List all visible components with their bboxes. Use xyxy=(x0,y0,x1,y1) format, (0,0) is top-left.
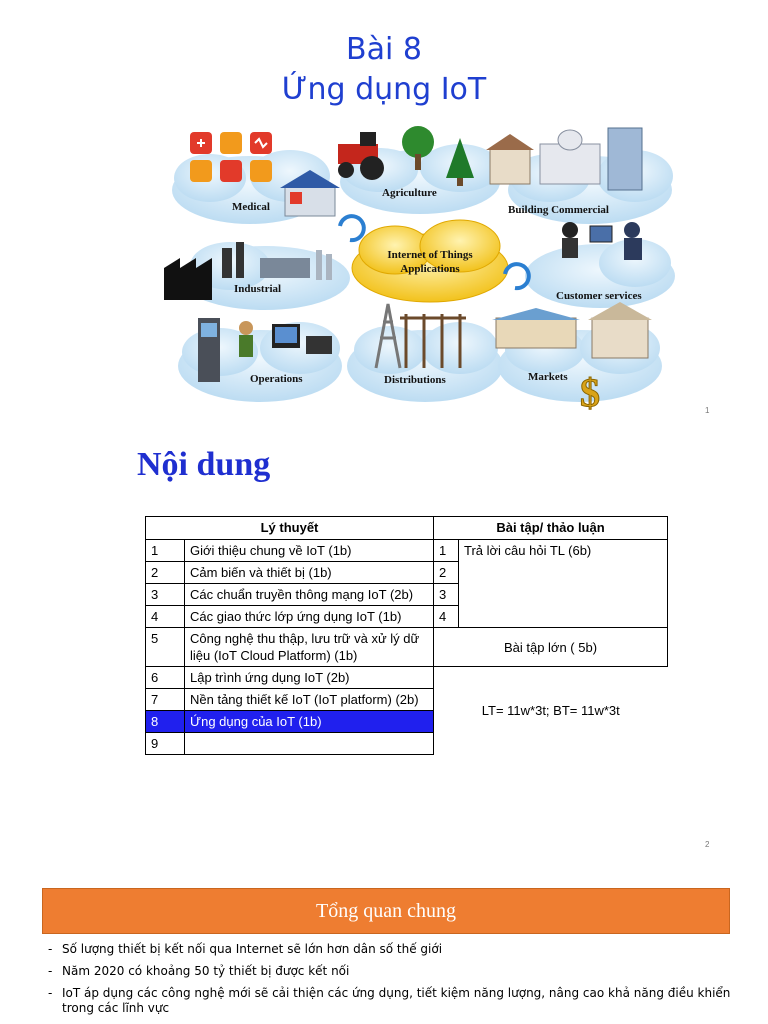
label-markets: Markets xyxy=(528,371,568,383)
theory-num: 6 xyxy=(146,667,185,689)
overview-list xyxy=(44,942,744,1023)
theory-topic: Các chuẩn truyền thông mạng IoT (2b) xyxy=(185,584,434,606)
project-cell: Bài tập lớn ( 5b) xyxy=(434,628,668,667)
discussion-num: 2 xyxy=(434,562,459,584)
table-row xyxy=(146,540,668,562)
theory-topic: Công nghệ thu thập, lưu trữ và xử lý dữ liệu (IoT Cloud Platform) (1b) xyxy=(185,628,434,667)
label-customer: Customer services xyxy=(556,290,642,302)
content-heading: Nội dung xyxy=(137,446,271,483)
label-agriculture: Agriculture xyxy=(382,187,437,199)
center-cloud xyxy=(352,220,508,302)
theory-num: 4 xyxy=(146,606,185,628)
theory-topic: Giới thiệu chung về IoT (1b) xyxy=(185,540,434,562)
theory-topic: Lập trình ứng dụng IoT (2b) xyxy=(185,667,434,689)
label-medical: Medical xyxy=(232,201,270,213)
discussion-topic: Trả lời câu hỏi TL (6b) xyxy=(459,540,668,628)
theory-num: 8 xyxy=(146,711,185,733)
page-number-1: 1 xyxy=(705,406,710,415)
theory-topic: Nền tảng thiết kế IoT (IoT platform) (2b) xyxy=(185,689,434,711)
theory-num: 3 xyxy=(146,584,185,606)
discussion-num: 4 xyxy=(434,606,459,628)
label-building: Building Commercial xyxy=(508,204,609,216)
svg-text:$: $ xyxy=(580,370,600,415)
theory-topic: Cảm biến và thiết bị (1b) xyxy=(185,562,434,584)
table-header-row xyxy=(146,517,668,540)
overview-banner: Tổng quan chung xyxy=(42,888,730,934)
center-label-line2: Applications xyxy=(400,263,460,275)
page-number-2: 2 xyxy=(705,840,710,849)
list-item: - IoT áp dụng các công nghệ mới sẽ cải thiện các ứng dụng, tiết kiệm năng lượng, nâng cao khả năng điều khiển trong các lĩnh vực xyxy=(44,986,744,1016)
hours-note: LT= 11w*3t; BT= 11w*3t xyxy=(481,703,620,719)
list-item: - Năm 2020 có khoảng 50 tỷ thiết bị được kết nối xyxy=(44,964,744,979)
slide-title-line2: Ứng dụng IoT xyxy=(281,72,487,107)
theory-topic xyxy=(185,733,434,755)
list-item: - Số lượng thiết bị kết nối qua Internet sẽ lớn hơn dân số thế giới xyxy=(44,942,744,957)
discussion-num: 3 xyxy=(434,584,459,606)
building-icons xyxy=(486,128,642,190)
table-row xyxy=(146,628,668,667)
syllabus-table xyxy=(145,516,668,755)
theory-num: 7 xyxy=(146,689,185,711)
label-distributions: Distributions xyxy=(384,374,446,386)
header-theory: Lý thuyết xyxy=(146,517,434,540)
header-discussion: Bài tập/ thảo luận xyxy=(434,517,668,540)
slide-title-line1: Bài 8 xyxy=(346,32,422,67)
theory-topic: Các giao thức lớp ứng dụng IoT (1b) xyxy=(185,606,434,628)
discussion-num: 1 xyxy=(434,540,459,562)
theory-num: 1 xyxy=(146,540,185,562)
theory-num: 5 xyxy=(146,628,185,667)
theory-topic: Ứng dụng của IoT (1b) xyxy=(185,711,434,733)
table-row xyxy=(146,667,668,689)
label-operations: Operations xyxy=(250,373,303,385)
center-label-line1: Internet of Things xyxy=(387,249,473,261)
theory-num: 2 xyxy=(146,562,185,584)
label-industrial: Industrial xyxy=(234,283,282,295)
iot-applications-diagram xyxy=(160,118,680,418)
theory-num: 9 xyxy=(146,733,185,755)
